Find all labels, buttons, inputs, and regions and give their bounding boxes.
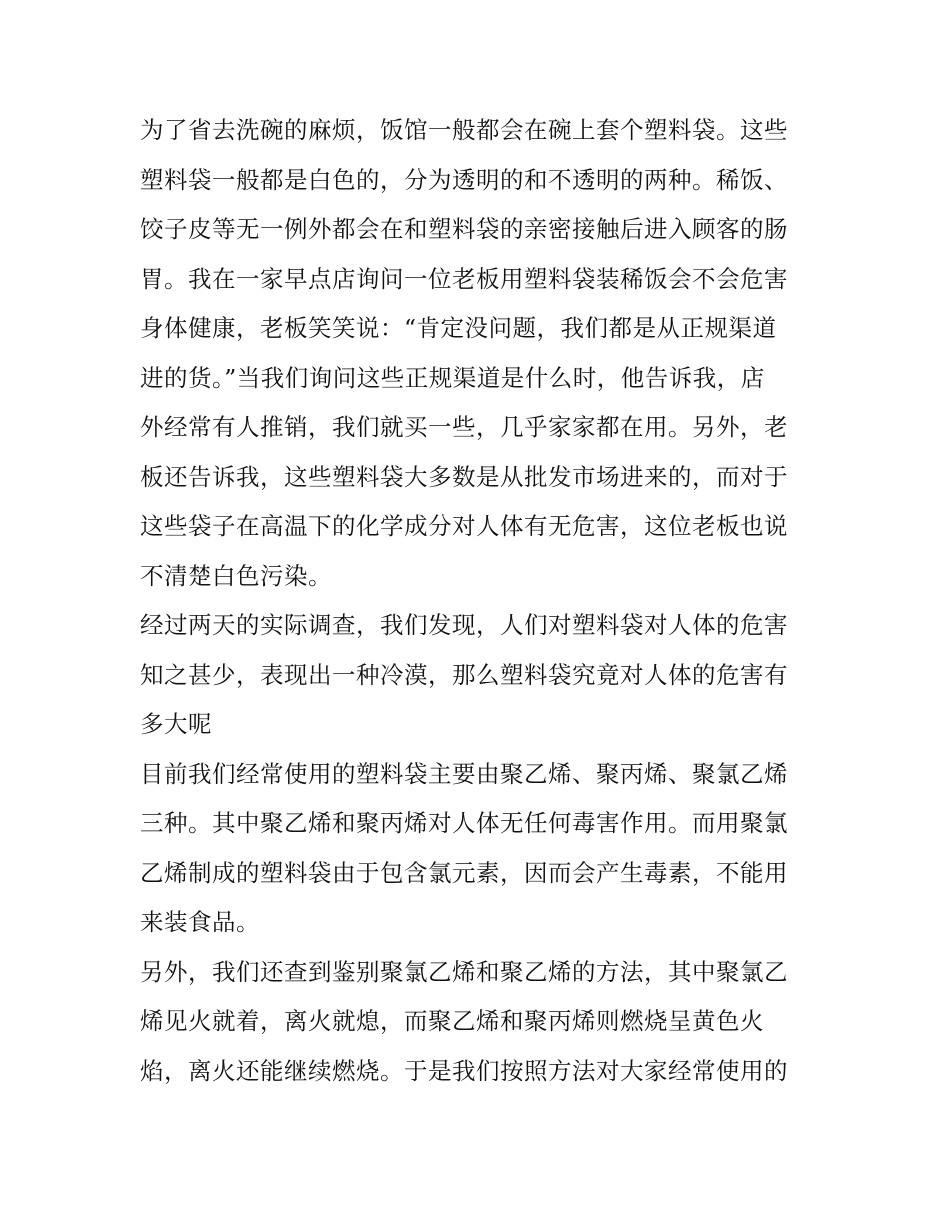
text-line: 饺子皮等无一例外都会在和塑料袋的亲密接触后进入顾客的肠 xyxy=(140,215,788,243)
paragraph-survey-findings xyxy=(140,601,812,750)
text-line: 为了省去洗碗的麻烦，饭馆一般都会在碗上套个塑料袋。这些 xyxy=(140,116,788,144)
text-line: 外经常有人推销，我们就买一些，几乎家家都在用。另外，老 xyxy=(140,413,788,441)
text-line: 三种。其中聚乙烯和聚丙烯对人体无任何毒害作用。而用聚氯 xyxy=(140,809,788,837)
text-line: 烯见火就着，离火就熄，而聚乙烯和聚丙烯则燃烧呈黄色火 xyxy=(140,1007,764,1035)
text-line: 来装食品。 xyxy=(140,908,260,936)
text-line: 知之甚少，表现出一种冷漠，那么塑料袋究竟对人体的危害有 xyxy=(140,660,788,689)
text-line: 进的货。”当我们询问这些正规渠道是什么时，他告诉我，店 xyxy=(140,363,765,392)
document-page xyxy=(140,106,812,1096)
text-line: 胃。我在一家早点店询问一位老板用塑料袋装稀饭会不会危害 xyxy=(140,264,788,293)
text-line: 多大呢 xyxy=(140,710,212,738)
text-line: 这些袋子在高温下的化学成分对人体有无危害，这位老板也说 xyxy=(140,512,788,540)
text-line: 焰，离火还能继续燃烧。于是我们按照方法对大家经常使用的 xyxy=(140,1056,788,1085)
text-line: 塑料袋一般都是白色的，分为透明的和不透明的两种。稀饭、 xyxy=(140,165,788,194)
paragraph-plastic-types xyxy=(140,750,812,948)
text-line: 不清楚白色污染。 xyxy=(140,561,332,590)
paragraph-restaurant-bags xyxy=(140,106,812,601)
paragraph-identification-method xyxy=(140,948,812,1097)
text-line: 经过两天的实际调查，我们发现，人们对塑料袋对人体的危害 xyxy=(140,611,788,639)
text-line: 身体健康，老板笑笑说：“肯定没问题，我们都是从正规渠道 xyxy=(140,314,777,342)
text-line: 另外，我们还查到鉴别聚氯乙烯和聚乙烯的方法，其中聚氯乙 xyxy=(140,957,788,986)
text-line: 乙烯制成的塑料袋由于包含氯元素，因而会产生毒素，不能用 xyxy=(140,858,788,887)
text-line: 目前我们经常使用的塑料袋主要由聚乙烯、聚丙烯、聚氯乙烯 xyxy=(140,759,788,788)
text-line: 板还告诉我，这些塑料袋大多数是从批发市场进来的，而对于 xyxy=(140,462,788,491)
